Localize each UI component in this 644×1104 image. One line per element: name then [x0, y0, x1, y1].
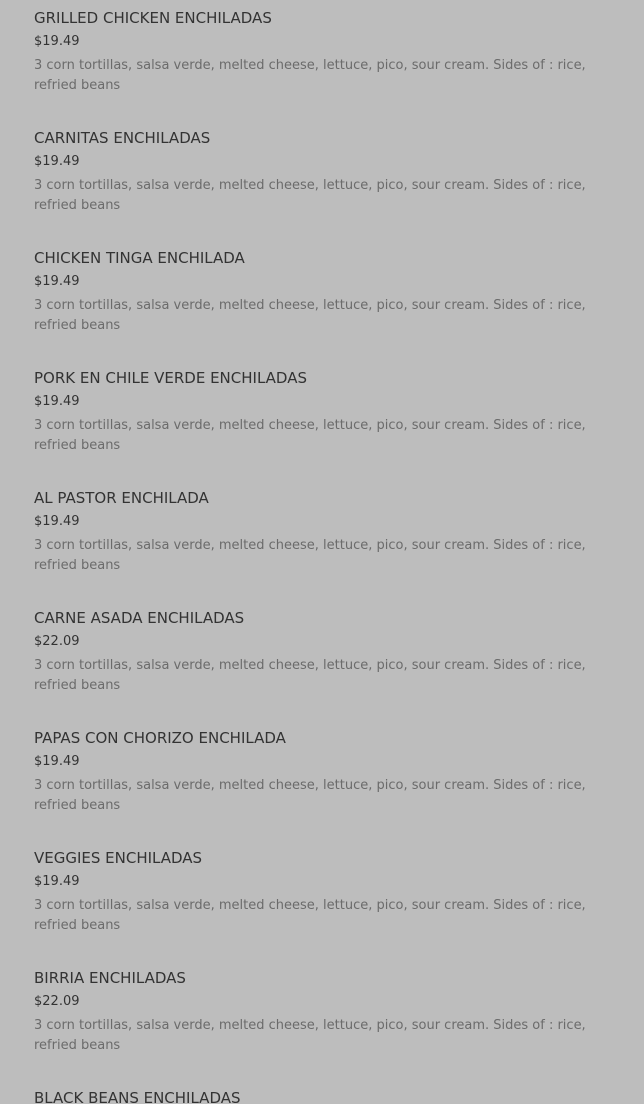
item-description: 3 corn tortillas, salsa verde, melted cheese, lettuce, pico, sour cream. Sides of : rice, refried beans	[34, 1018, 586, 1053]
menu-item[interactable]	[34, 960, 620, 1060]
item-price: $19.49	[34, 154, 80, 169]
item-description: 3 corn tortillas, salsa verde, melted cheese, lettuce, pico, sour cream. Sides of : rice, refried beans	[34, 418, 586, 453]
item-name: CARNE ASADA ENCHILADAS	[34, 609, 245, 627]
item-description: 3 corn tortillas, salsa verde, melted cheese, lettuce, pico, sour cream. Sides of : rice, refried beans	[34, 298, 586, 333]
item-name: CHICKEN TINGA ENCHILADA	[34, 249, 245, 267]
item-name: PORK EN CHILE VERDE ENCHILADAS	[34, 369, 307, 387]
item-name: CARNITAS ENCHILADAS	[34, 129, 211, 147]
menu-item[interactable]	[34, 360, 620, 460]
item-price: $19.49	[34, 394, 80, 409]
menu-item[interactable]	[34, 0, 620, 100]
item-price: $19.49	[34, 754, 80, 769]
item-description: 3 corn tortillas, salsa verde, melted cheese, lettuce, pico, sour cream. Sides of : rice, refried beans	[34, 898, 586, 933]
item-price: $19.49	[34, 274, 80, 289]
item-price: $19.49	[34, 514, 80, 529]
menu-item[interactable]	[34, 240, 620, 340]
menu-item[interactable]	[34, 1080, 620, 1104]
item-description: 3 corn tortillas, salsa verde, melted cheese, lettuce, pico, sour cream. Sides of : rice, refried beans	[34, 778, 586, 813]
item-price: $22.09	[34, 634, 80, 649]
item-name: BIRRIA ENCHILADAS	[34, 969, 186, 987]
item-name: AL PASTOR ENCHILADA	[34, 489, 209, 507]
item-price: $19.49	[34, 874, 80, 889]
menu-item[interactable]	[34, 480, 620, 580]
item-name: VEGGIES ENCHILADAS	[34, 849, 203, 867]
menu-item[interactable]	[34, 720, 620, 820]
item-description: 3 corn tortillas, salsa verde, melted cheese, lettuce, pico, sour cream. Sides of : rice, refried beans	[34, 178, 586, 213]
menu-item[interactable]	[34, 600, 620, 700]
item-name: PAPAS CON CHORIZO ENCHILADA	[34, 729, 286, 747]
menu-item[interactable]	[34, 120, 620, 220]
item-description: 3 corn tortillas, salsa verde, melted cheese, lettuce, pico, sour cream. Sides of : rice, refried beans	[34, 58, 586, 93]
item-price: $22.09	[34, 994, 80, 1009]
item-name: BLACK BEANS ENCHILADAS	[34, 1089, 241, 1104]
item-description: 3 corn tortillas, salsa verde, melted cheese, lettuce, pico, sour cream. Sides of : rice, refried beans	[34, 538, 586, 573]
item-name: GRILLED CHICKEN ENCHILADAS	[34, 9, 272, 27]
item-price: $19.49	[34, 34, 80, 49]
menu-item[interactable]	[34, 840, 620, 940]
item-description: 3 corn tortillas, salsa verde, melted cheese, lettuce, pico, sour cream. Sides of : rice, refried beans	[34, 658, 586, 693]
